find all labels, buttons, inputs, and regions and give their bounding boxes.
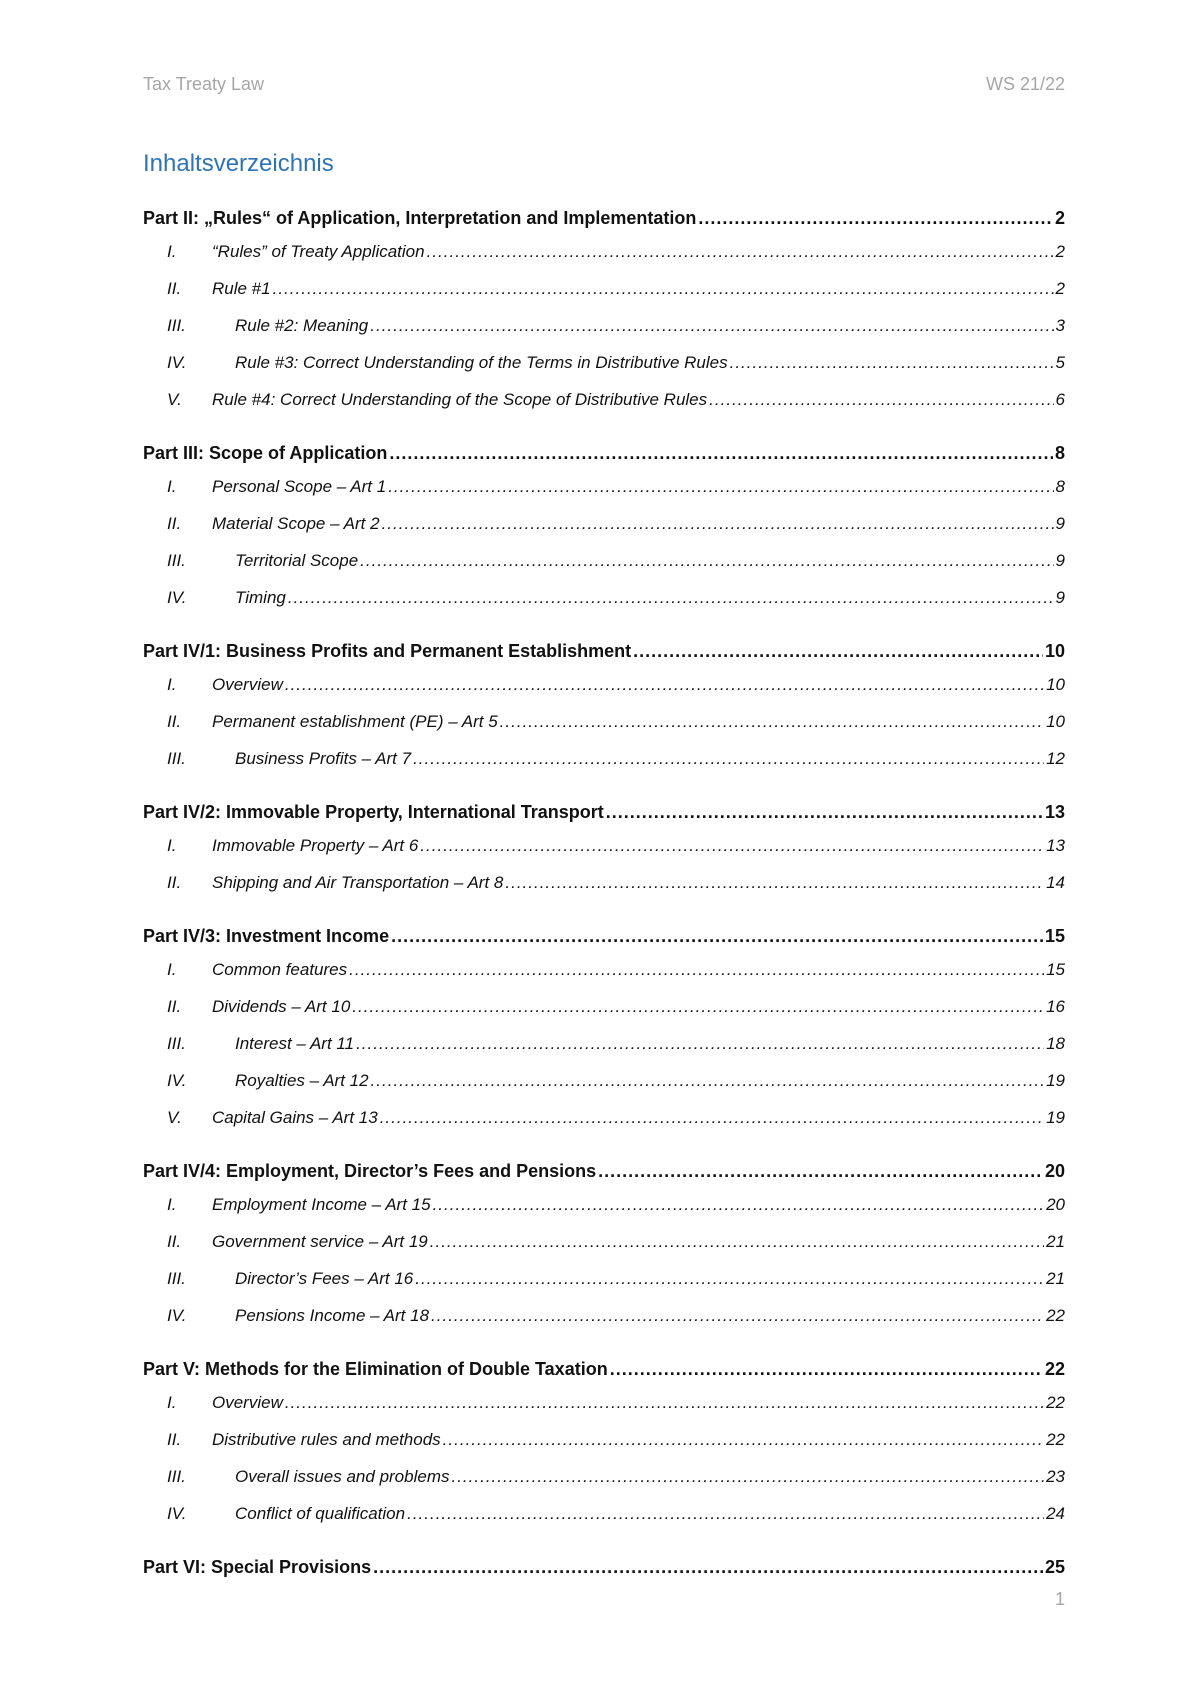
toc-leader-dots	[370, 307, 1053, 344]
toc-leader-dots	[356, 1025, 1044, 1062]
toc-item-entry[interactable]	[143, 468, 1065, 505]
toc-page-number: 8	[1055, 477, 1065, 496]
toc-item-entry[interactable]	[143, 1025, 1065, 1062]
toc-page-number: 9	[1055, 551, 1065, 570]
toc-item-entry[interactable]	[143, 381, 1065, 418]
toc-page-number: 21	[1046, 1232, 1065, 1251]
toc-item-number: I.	[167, 960, 177, 979]
toc-item-title: “Rules” of Treaty Application	[212, 242, 425, 261]
toc-page-number: 24	[1046, 1504, 1065, 1523]
toc-item-title: Common features	[212, 960, 348, 979]
toc-leader-dots	[730, 344, 1054, 381]
toc-leader-dots	[709, 381, 1053, 418]
toc-leader-dots	[407, 1495, 1044, 1532]
toc-page-number: 15	[1044, 926, 1065, 946]
toc-item-number: IV.	[167, 1071, 187, 1090]
toc-page-number: 13	[1044, 802, 1065, 822]
toc-item-number: IV.	[167, 1504, 187, 1523]
toc-item-number: I.	[167, 1393, 177, 1412]
toc-page-number: 19	[1046, 1071, 1065, 1090]
toc-page-number: 16	[1046, 997, 1065, 1016]
toc-item-number: II.	[167, 873, 182, 892]
toc-leader-dots	[415, 1260, 1044, 1297]
toc-page-number: 22	[1046, 1430, 1065, 1449]
toc-item-entry[interactable]	[143, 1223, 1065, 1260]
toc-item-number: II.	[167, 997, 182, 1016]
toc-leader-dots	[598, 1156, 1043, 1186]
toc-leader-dots	[505, 864, 1044, 901]
toc-leader-dots	[606, 797, 1043, 827]
toc-leader-dots	[430, 1223, 1044, 1260]
toc-item-entry[interactable]	[143, 1384, 1065, 1421]
toc-page-number: 25	[1044, 1557, 1065, 1577]
toc-leader-dots	[389, 438, 1053, 468]
toc-leader-dots	[382, 505, 1054, 542]
toc-page-number: 12	[1046, 749, 1065, 768]
toc-item-title: Rule #1	[212, 279, 271, 298]
toc-item-title: Overview	[212, 1393, 283, 1412]
toc-item-number: I.	[167, 675, 177, 694]
toc-item-entry[interactable]	[143, 270, 1065, 307]
toc-page-number: 23	[1046, 1467, 1065, 1486]
toc-item-title: Conflict of qualification	[235, 1504, 406, 1523]
toc-leader-dots	[698, 203, 1053, 233]
toc-item-entry[interactable]	[143, 344, 1065, 381]
toc-leader-dots	[451, 1458, 1044, 1495]
toc-part-title: Part VI: Special Provisions	[143, 1557, 372, 1577]
toc-item-entry[interactable]	[143, 1099, 1065, 1136]
toc-leader-dots	[633, 636, 1043, 666]
toc-item-title: Immovable Property – Art 6	[212, 836, 419, 855]
toc-item-number: I.	[167, 477, 177, 496]
toc-page-number: 15	[1046, 960, 1065, 979]
toc-item-title: Distributive rules and methods	[212, 1430, 441, 1449]
toc-page-number: 2	[1054, 208, 1065, 228]
toc-leader-dots	[420, 827, 1044, 864]
toc-part-entry[interactable]	[143, 1156, 1065, 1186]
toc-item-title: Territorial Scope	[235, 551, 359, 570]
toc-leader-dots	[288, 579, 1054, 616]
toc-page-number: 3	[1055, 316, 1065, 335]
toc-item-number: III.	[167, 1269, 186, 1288]
toc-part-entry[interactable]	[143, 1354, 1065, 1384]
toc-item-entry[interactable]	[143, 579, 1065, 616]
toc-leader-dots	[500, 703, 1044, 740]
toc-page-number: 21	[1046, 1269, 1065, 1288]
toc-leader-dots	[360, 542, 1053, 579]
toc-item-number: III.	[167, 551, 186, 570]
toc-item-title: Rule #2: Meaning	[235, 316, 369, 335]
toc-leader-dots	[285, 666, 1044, 703]
toc-part-entry[interactable]	[143, 1552, 1065, 1582]
toc-page-number: 10	[1046, 712, 1065, 731]
toc-item-number: V.	[167, 1108, 182, 1127]
toc-item-title: Director’s Fees – Art 16	[235, 1269, 414, 1288]
toc-page-number: 2	[1055, 242, 1065, 261]
toc-item-title: Interest – Art 11	[235, 1034, 355, 1053]
toc-item-entry[interactable]	[143, 1260, 1065, 1297]
footer-page-number: 1	[1054, 1589, 1065, 1609]
toc-part-title: Part IV/3: Investment Income	[143, 926, 390, 946]
toc-item-entry[interactable]	[143, 988, 1065, 1025]
toc-leader-dots	[433, 1186, 1045, 1223]
toc-page-number: 10	[1044, 641, 1065, 661]
toc-item-title: Capital Gains – Art 13	[212, 1108, 378, 1127]
toc-part-entry[interactable]	[143, 438, 1065, 468]
toc-page-number: 9	[1055, 514, 1065, 533]
toc-page-number: 22	[1046, 1306, 1065, 1325]
toc-item-title: Rule #4: Correct Understanding of the Scope of Distributive Rules	[212, 390, 708, 409]
toc-leader-dots	[388, 468, 1053, 505]
toc-item-number: III.	[167, 1467, 186, 1486]
toc-item-entry[interactable]	[143, 703, 1065, 740]
toc-part-title: Part IV/4: Employment, Director’s Fees and Pensions	[143, 1161, 597, 1181]
toc-item-title: Overall issues and problems	[235, 1467, 450, 1486]
toc-item-number: II.	[167, 279, 182, 298]
toc-item-entry[interactable]	[143, 1458, 1065, 1495]
toc-page-number: 20	[1046, 1195, 1065, 1214]
toc-item-number: II.	[167, 514, 182, 533]
toc-item-entry[interactable]	[143, 233, 1065, 270]
toc-item-title: Rule #3: Correct Understanding of the Terms in Distributive Rules	[235, 353, 728, 372]
toc-page-number: 10	[1046, 675, 1065, 694]
toc-part-entry[interactable]	[143, 921, 1065, 951]
toc-part-title: Part II: „Rules“ of Application, Interpretation and Implementation	[143, 208, 697, 228]
toc-part-title: Part III: Scope of Application	[143, 443, 388, 463]
toc-item-title: Royalties – Art 12	[235, 1071, 369, 1090]
toc-leader-dots	[610, 1354, 1043, 1384]
toc-leader-dots	[373, 1552, 1043, 1582]
toc-item-entry[interactable]	[143, 740, 1065, 777]
header-left: Tax Treaty Law	[143, 74, 265, 94]
toc-item-number: III.	[167, 1034, 186, 1053]
toc-item-number: I.	[167, 1195, 177, 1214]
toc-item-entry[interactable]	[143, 864, 1065, 901]
toc-item-entry[interactable]	[143, 827, 1065, 864]
toc-item-number: II.	[167, 1232, 182, 1251]
toc-item-title: Permanent establishment (PE) – Art 5	[212, 712, 498, 731]
toc-page-number: 14	[1046, 873, 1065, 892]
toc-item-title: Pensions Income – Art 18	[235, 1306, 430, 1325]
toc-item-entry[interactable]	[143, 1062, 1065, 1099]
toc-page-number: 22	[1046, 1393, 1065, 1412]
header-right: WS 21/22	[985, 74, 1065, 94]
toc-item-number: II.	[167, 712, 182, 731]
toc-leader-dots	[427, 233, 1054, 270]
toc-page-number: 8	[1054, 443, 1065, 463]
toc-page-number: 6	[1055, 390, 1065, 409]
toc-page-number: 18	[1046, 1034, 1065, 1053]
toc-leader-dots	[349, 951, 1044, 988]
toc-page-number: 22	[1044, 1359, 1065, 1379]
toc-part-entry[interactable]	[143, 636, 1065, 666]
toc-page-number: 19	[1046, 1108, 1065, 1127]
toc-item-entry[interactable]	[143, 1186, 1065, 1223]
toc-part-title: Part V: Methods for the Elimination of Double Taxation	[143, 1359, 608, 1379]
toc-item-entry[interactable]	[143, 666, 1065, 703]
toc-item-title: Personal Scope – Art 1	[212, 477, 387, 496]
toc-page-number: 20	[1044, 1161, 1065, 1181]
toc-part-title: Part IV/2: Immovable Property, International Transport	[143, 802, 604, 822]
toc-item-number: II.	[167, 1430, 182, 1449]
toc-part-entry[interactable]	[143, 203, 1065, 233]
toc-item-number: III.	[167, 749, 186, 768]
toc-item-entry[interactable]	[143, 505, 1065, 542]
toc-item-number: I.	[167, 836, 177, 855]
toc-leader-dots	[285, 1384, 1044, 1421]
toc-page-number: 9	[1055, 588, 1065, 607]
toc-item-title: Shipping and Air Transportation – Art 8	[212, 873, 504, 892]
toc-leader-dots	[273, 270, 1054, 307]
toc-item-entry[interactable]	[143, 307, 1065, 344]
toc-item-number: I.	[167, 242, 177, 261]
toc-leader-dots	[431, 1297, 1044, 1334]
toc-item-entry[interactable]	[143, 1421, 1065, 1458]
toc-item-number: IV.	[167, 588, 187, 607]
toc-item-title: Overview	[212, 675, 283, 694]
toc-item-entry[interactable]	[143, 951, 1065, 988]
toc-item-number: III.	[167, 316, 186, 335]
toc-page-number: 13	[1046, 836, 1065, 855]
toc-leader-dots	[352, 988, 1044, 1025]
toc-item-title: Material Scope – Art 2	[212, 514, 380, 533]
toc-item-entry[interactable]	[143, 1297, 1065, 1334]
toc-leader-dots	[443, 1421, 1044, 1458]
toc-title: Inhaltsverzeichnis	[143, 150, 334, 177]
toc-part-entry[interactable]	[143, 797, 1065, 827]
toc-page-number: 2	[1055, 279, 1065, 298]
toc-item-number: IV.	[167, 1306, 187, 1325]
toc-item-number: V.	[167, 390, 182, 409]
table-of-contents	[143, 203, 1065, 1582]
toc-leader-dots	[413, 740, 1044, 777]
toc-item-title: Government service – Art 19	[212, 1232, 428, 1251]
toc-leader-dots	[371, 1062, 1045, 1099]
toc-item-number: IV.	[167, 353, 187, 372]
toc-item-entry[interactable]	[143, 1495, 1065, 1532]
toc-leader-dots	[380, 1099, 1044, 1136]
toc-item-title: Business Profits – Art 7	[235, 749, 412, 768]
toc-part-title: Part IV/1: Business Profits and Permanent Establishment	[143, 641, 632, 661]
toc-page-number: 5	[1055, 353, 1065, 372]
toc-leader-dots	[391, 921, 1043, 951]
toc-item-title: Dividends – Art 10	[212, 997, 351, 1016]
toc-item-entry[interactable]	[143, 542, 1065, 579]
toc-item-title: Employment Income – Art 15	[212, 1195, 431, 1214]
toc-item-title: Timing	[235, 588, 286, 607]
